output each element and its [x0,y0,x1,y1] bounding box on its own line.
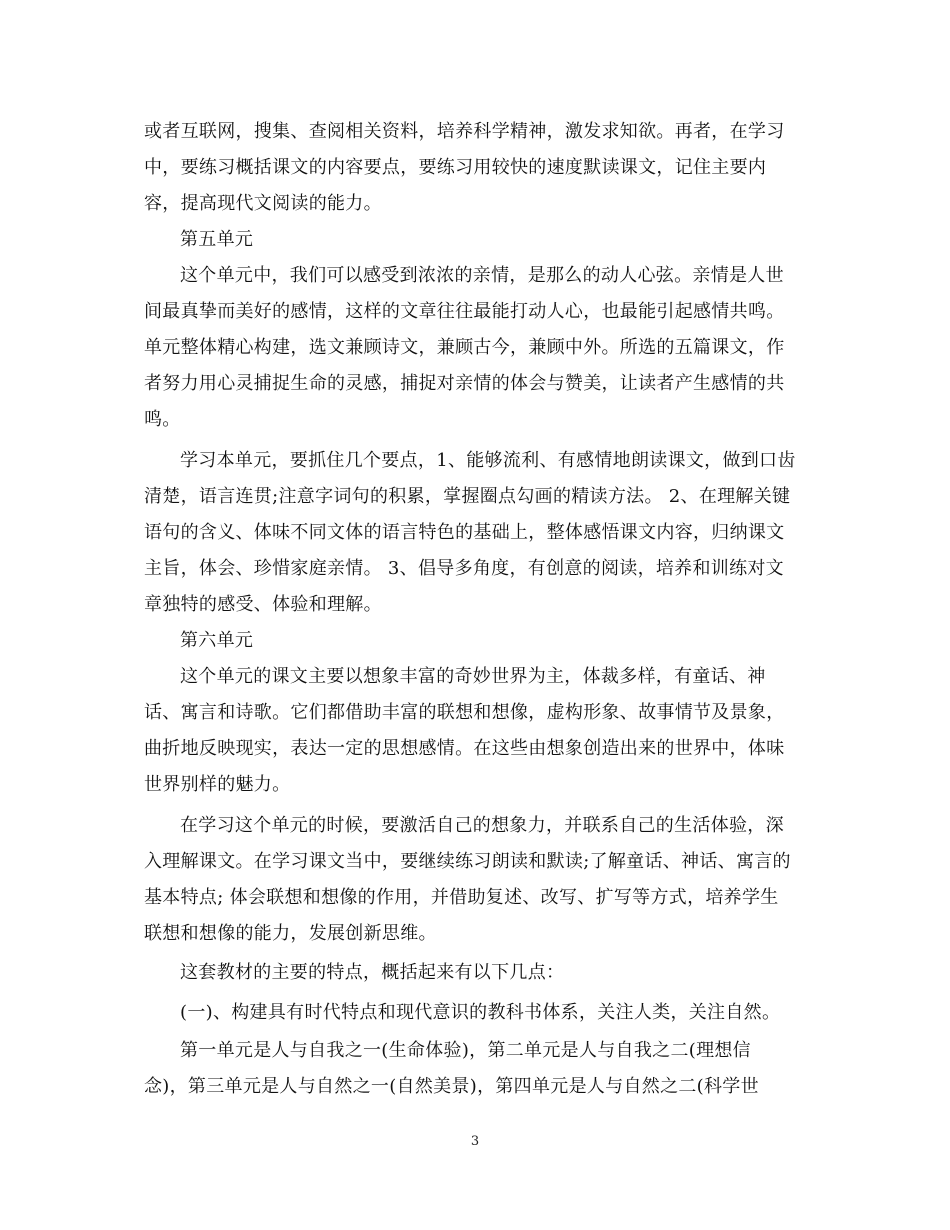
text-line: 中，要练习概括课文的内容要点，要练习用较快的速度默读课文，记住主要内 [144,157,767,178]
text-line: 学习本单元，要抓住几个要点，1、能够流利、有感情地朗读课文，做到口齿 [180,450,796,471]
text-line: 曲折地反映现实，表达一定的思想感情。在这些由想象创造出来的世界中，体味 [144,738,785,759]
text-line: 单元整体精心构建，选文兼顾诗文，兼顾古今，兼顾中外。所选的五篇课文，作 [144,337,785,358]
text-line: 世界别样的魅力。 [144,774,291,795]
text-line: 话、寓言和诗歌。它们都借助丰富的联想和想像，虚构形象、故事情节及景象， [144,702,785,723]
page-number: 3 [470,1134,480,1149]
text-line: 这个单元中，我们可以感受到浓浓的亲情，是那么的动人心弦。亲情是人世 [180,265,784,286]
text-line: 或者互联网，搜集、查阅相关资料，培养科学精神，激发求知欲。再者，在学习 [144,121,785,142]
text-line: 章独特的感受、体验和理解。 [144,594,382,615]
section-heading: 第六单元 [180,630,254,651]
text-line: 主旨，体会、珍惜家庭亲情。 3、倡导多角度，有创意的阅读，培养和训练对文 [144,558,784,579]
section-heading: 第五单元 [180,229,254,250]
text-line: 第一单元是人与自我之一(生命体验)，第二单元是人与自我之二(理想信 [180,1040,751,1061]
text-line: 语句的含义、体味不同文体的语言特色的基础上，整体感悟课文内容，归纳课文 [144,522,785,543]
text-line: 清楚，语言连贯;注意字词句的积累，掌握圈点勾画的精读方法。 2、在理解关键 [144,486,791,507]
text-line: 这个单元的课文主要以想象丰富的奇妙世界为主，体裁多样，有童话、神 [180,666,766,687]
text-line: 念)，第三单元是人与自然之一(自然美景)，第四单元是人与自然之二(科学世 [144,1076,759,1097]
text-line: 者努力用心灵捕捉生命的灵感，捕捉对亲情的体会与赞美，让读者产生感情的共 [144,373,785,394]
text-line: 容，提高现代文阅读的能力。 [144,193,382,214]
text-line: 联想和想像的能力，发展创新思维。 [144,923,437,944]
text-line: 鸣。 [144,409,181,430]
text-line: (一)、构建具有时代特点和现代意识的教科书体系，关注人类，关注自然。 [180,1002,781,1023]
text-line: 入理解课文。在学习课文当中，要继续练习朗读和默读;了解童话、神话、寓言的 [144,851,791,872]
text-line: 这套教材的主要的特点，概括起来有以下几点： [180,962,565,983]
text-line: 基本特点; 体会联想和想像的作用，并借助复述、改写、扩写等方式，培养学生 [144,887,779,908]
text-line: 间最真挚而美好的感情，这样的文章往往最能打动人心，也最能引起感情共鸣。 [144,301,785,322]
text-line: 在学习这个单元的时候，要激活自己的想象力，并联系自己的生活体验，深 [180,815,784,836]
